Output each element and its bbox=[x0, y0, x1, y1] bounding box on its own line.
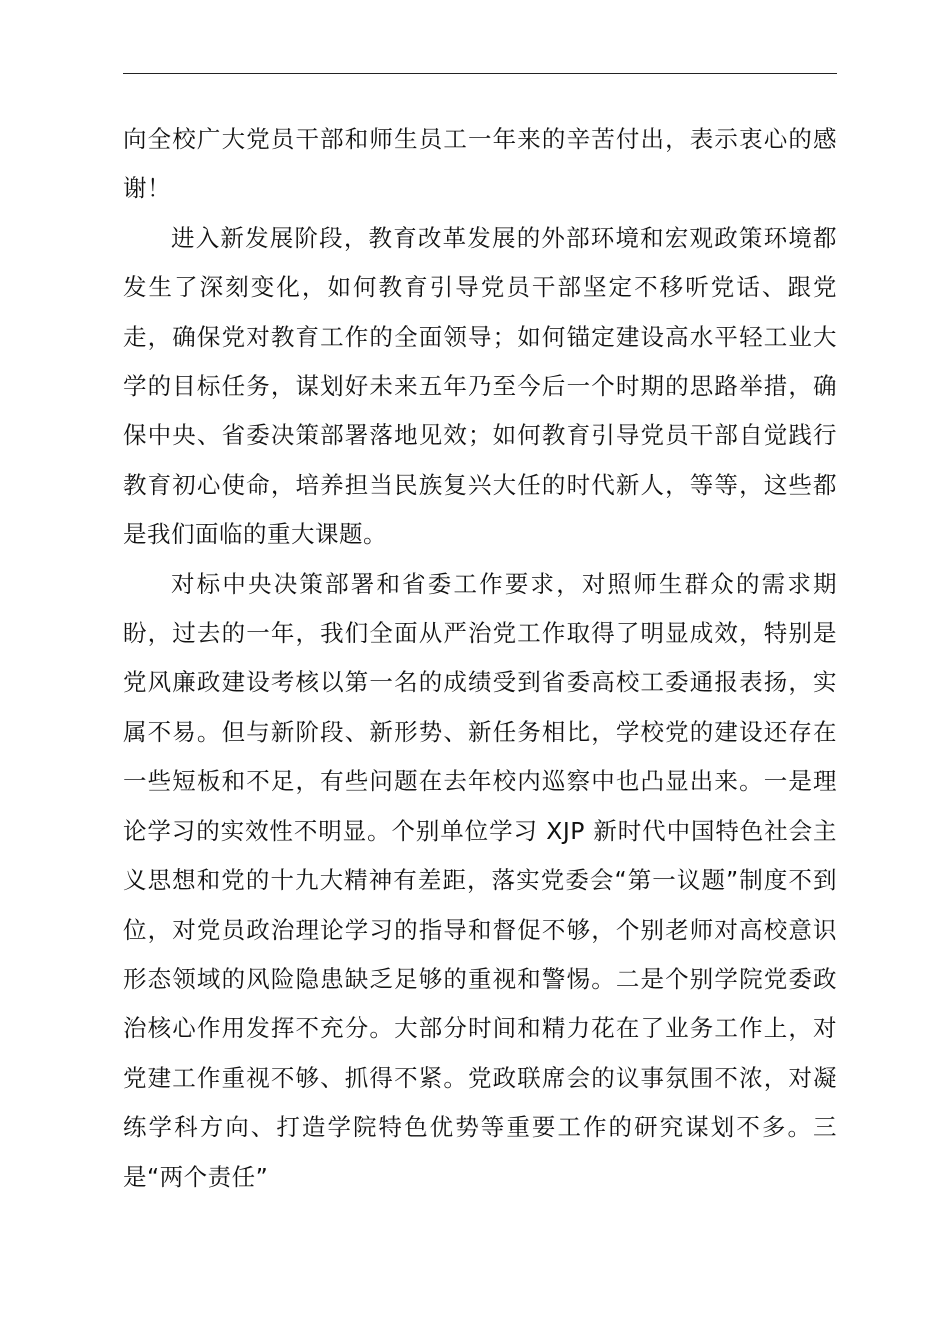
header-rule bbox=[123, 73, 837, 74]
paragraph-3: 对标中央决策部署和省委工作要求，对照师生群众的需求期盼，过去的一年，我们全面从严治党工作取得了明显成效，特别是党风廉政建设考核以第一名的成绩受到省委高校工委通报表扬，实属不易。但与新阶段、新形势、新任务相比，学校党的建设还存在一些短板和不足，有些问题在去年校内巡察中也凸显出来。一是理论学习的实效性不明显。个别单位学习 XJP 新时代中国特色社会主义思想和党的十九大精神有差距，落实党委会“第一议题”制度不到位，对党员政治理论学习的指导和督促不够，个别老师对高校意识形态领域的风险隐患缺乏足够的重视和警惕。二是个别学院党委政治核心作用发挥不充分。大部分时间和精力花在了业务工作上，对党建工作重视不够、抓得不紧。党政联席会的议事氛围不浓，对凝练学科方向、打造学院特色优势等重要工作的研究谋划不多。三是“两个责任” bbox=[123, 569, 837, 1191]
document-body bbox=[123, 115, 837, 1202]
paragraph-2: 进入新发展阶段，教育改革发展的外部环境和宏观政策环境都发生了深刻变化，如何教育引导党员干部坚定不移听党话、跟党走，确保党对教育工作的全面领导；如何锚定建设高水平轻工业大学的目标任务，谋划好未来五年乃至今后一个时期的思路举措，确保中央、省委决策部署落地见效；如何教育引导党员干部自觉践行教育初心使命，培养担当民族复兴大任的时代新人，等等，这些都是我们面临的重大课题。 bbox=[123, 223, 837, 549]
paragraph-1: 向全校广大党员干部和师生员工一年来的辛苦付出，表示衷心的感谢！ bbox=[123, 125, 837, 203]
